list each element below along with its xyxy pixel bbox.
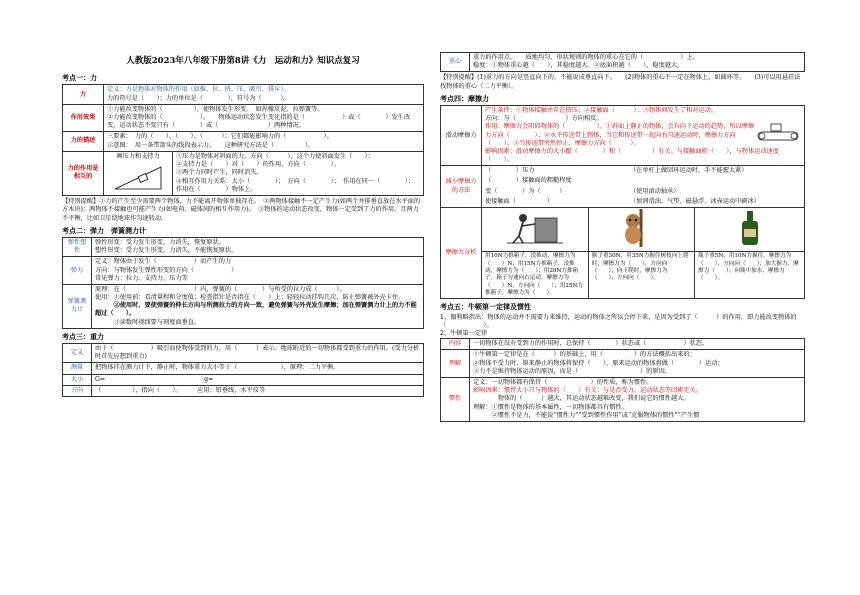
table-row xyxy=(441,350,805,378)
diagram-method: 示意图： 用一条带箭头的线段表示力。 这种研究方法是（ ）。 xyxy=(107,141,315,149)
row-label: 内容 xyxy=(441,339,470,350)
left-column xyxy=(62,0,424,397)
row-label: 重心 xyxy=(441,53,470,72)
table-row xyxy=(63,151,424,195)
row-label: 方向 xyxy=(63,385,92,396)
row-label: 力的描述 xyxy=(63,132,104,151)
table-row xyxy=(63,284,424,328)
incline-block-icon xyxy=(113,161,163,191)
gravity-table xyxy=(62,343,424,397)
bottle-analysis: 瓶子重5N，用10N力握住，摩擦力为（ ），方向向（ ）；加大握力，摩擦力（ ）；向瓶中加水，摩擦力（ ）。 xyxy=(695,252,805,299)
center-line: 重力的作用点。 质地均匀、形状规则的物体的重心在它的（ ）上。 xyxy=(473,54,699,61)
force-table xyxy=(62,84,424,196)
row-label: 力的作用是相互的 xyxy=(63,151,104,195)
effect-line: ②力能改变物体的（ ）。 物体运动状态发生变化指的是（ ）或（ ）发生改变，运动状态不变只有（ ）或（ ）两种情况。 xyxy=(107,114,411,130)
force-definition: 定义：力是物体对物体的作用（如推、拉、挤、压、吸引、排斥）。 xyxy=(107,86,290,94)
plastic-line: 塑性形变：受力发生形变，力消失，不能恢复原状。 xyxy=(95,247,238,255)
row-label: 弹性塑性 xyxy=(63,237,92,256)
table-row xyxy=(63,363,424,374)
friction-factors: 影响因素：滑动摩擦力的大小跟（ ）和（ ）有关。与接触面积（ ），与物体运动速度（ ）。 xyxy=(485,147,779,164)
inertia-line: ②惯性不是力，不能说“惯性力”“受到惯性作用”或“克服物体的惯性”“产生惯 xyxy=(473,411,700,419)
list-item: 使接触面（ ） （加润滑油、气垫、磁悬浮、冰壶运动中刷冰） xyxy=(485,197,760,205)
table-row xyxy=(63,104,424,132)
newton-content: 一切物体在没有受到力的作用时，总保持（ ）状态或（ ）状态。 xyxy=(470,339,805,350)
galileo-line: 1、伽利略指出：物体的运动并不需要力来维持，运动的物体之所以会停下来，是因为受到了（ ）的作用，即力能改变物体的（ ）。 xyxy=(440,313,797,329)
section-5-head: 考点五：牛顿第一定律及惯性 xyxy=(440,302,531,312)
row-label: 作用效果 xyxy=(63,104,104,132)
mutual-line: ④相互作用力关系：大小（ ）； 方向（ ）； 作用在同一（ ）； 作用在（ ）物体上。 xyxy=(176,177,418,193)
section-2-head: 考点二：弹力 弹簧测力计 xyxy=(62,225,146,235)
newton-heading: 2、牛顿第一定律 xyxy=(440,330,488,338)
row-label: 测量 xyxy=(63,363,92,374)
elastic-line: 弹性形变：受力发生形变，力消失，恢复原状。 xyxy=(95,238,225,246)
elastic-force-line: 常见弹力：拉力、支持力、压力等 xyxy=(95,274,188,282)
spring-scale-line: 使用：①使用前：看清量程和分度值；检查指针是否指在（ ）上；轻轻拉动挂钩几次，防止弹簧被外壳卡住。 xyxy=(95,294,405,302)
page-title: 人教版2023年八年级下册第8讲《力 运动和力》知识点复习 xyxy=(126,56,360,66)
row-label: 惯性 xyxy=(441,378,470,422)
friction-direction: 方向：与（ ）方向相反。 xyxy=(485,115,603,123)
gravity-definition: 由于（ ）吸引而使物体受到的力，用（ ）表示。地球附近的一切物体都受到重力的作用。(受力分析时首先应想到重力) xyxy=(92,344,424,363)
table-row xyxy=(63,385,424,396)
newton-understand: ②物体不受力时，原来静止的物体将保持（ ），原来运动的物体将做（ ）运动； xyxy=(473,359,724,367)
push-box-icon xyxy=(505,210,565,246)
pic-caption: 画压力和支持力 xyxy=(116,152,160,160)
gravity-measure: 把物体挂在测力计下，静止时，物体重力大小等于（ ），原理：二力平衡。 xyxy=(92,363,424,374)
row-label: 力 xyxy=(63,85,104,104)
friction-table xyxy=(440,105,805,300)
bottle-icon xyxy=(730,209,770,247)
row-label: 大小 xyxy=(63,374,92,385)
table-row xyxy=(441,208,805,299)
gravity-direction: （ ），指向（ ）。 应用：铅垂线、水平仪等 xyxy=(92,385,424,396)
friction-condition: 产生条件：①物体接触并存在挤压；②接触面（ ）；③物体间发生了相对运动。 xyxy=(485,106,718,114)
table-row xyxy=(441,339,805,350)
list-item: （ ）接触面的粗糙程度 xyxy=(485,177,572,185)
table-row xyxy=(441,378,805,422)
mutual-line: ①压力是物体对斜面的力，方向（ ），这个力使斜面发生（ ）； xyxy=(176,152,374,160)
three-elements: 三要素： 力的（ ）、（ ）、（ ）；它们都能影响力的（ ）。 xyxy=(107,133,333,141)
table-row xyxy=(63,85,424,104)
special-note-2: 【特别提醒】(1)重力的方向是竖直向下的，不能说成垂直向下。 (2)物体的重心不一定在物体上，如圆环等。 (3)可以用悬挂法找物体的重心（二力平衡）。 xyxy=(440,74,801,90)
conveyor-belt-icon xyxy=(755,123,801,145)
force-symbol: 力的符号是（ ）；力的单位是（ ），符号为（ ）。 xyxy=(107,94,290,102)
table-row xyxy=(63,237,424,256)
row-label: 理解 xyxy=(441,350,470,378)
center-gravity-table xyxy=(440,52,805,72)
newton-understand: ③力不是维持物体运动的原因，而是（ ）的原因。 xyxy=(473,367,671,375)
row-label: 减小摩擦力的方法 xyxy=(441,166,482,208)
newton-table xyxy=(440,338,805,422)
friction-effect: 作用：摩擦力会阻碍物体的（ ）。①斜面上静止的物体，会有向下运动的趋势，所以摩擦力方向（ ）；②水平传送带上物体，当它和传送带一起向右匀速运动时，摩擦力方向（ ）；③当传送带突然停止，摩擦力方向（ ）。 xyxy=(485,123,755,147)
row-label: 弹簧测力计 xyxy=(63,284,92,328)
spring-scale-line: ③读数时视线要与刻度面垂直。 xyxy=(95,318,201,326)
mutual-line: ②支持力是（ ）对（ ）的作用，方向（ ）。 xyxy=(176,161,340,169)
box-analysis: 用10N力推箱子，没推动，摩擦力为（ ）N；用15N力推箱子，没推动，摩擦力为（ ）；用20N力推箱子，箱子匀速向右运动，摩擦力为（ ）N，方向向（ ）；用25N力推箱子，摩擦力为（ ）。 xyxy=(482,252,588,299)
table-row xyxy=(63,374,424,385)
row-label: 摩擦力分析 xyxy=(441,208,482,299)
gravity-size: G= g= xyxy=(92,374,424,385)
inertia-line: 影响因素：惯性大小只与物体的（ ）有关；与是否受力、运动状态等因素无关。 xyxy=(473,387,702,395)
stability-line: 稳度：①物体重心越（ ），其稳度越大。②底面积越（ ），稳度越大。 xyxy=(473,62,684,70)
elastic-table xyxy=(62,237,424,329)
table-row xyxy=(441,166,805,208)
section-3-head: 考点三：重力 xyxy=(62,331,104,341)
row-label: 滑动摩擦力 xyxy=(441,105,482,165)
row-label: 定义 xyxy=(63,344,92,363)
inertia-line: 理解：①惯性是物体的基本属性，一切物体都具有惯性。 xyxy=(473,403,628,411)
spring-scale-line: ②使用时，要使弹簧的伸长方向与所测拉力的方向一致，避免弹簧与外壳发生摩擦；加在弹簧测力计上的力不能超过（ ）。 xyxy=(95,302,417,318)
section-4-head: 考点四：摩擦力 xyxy=(440,93,489,103)
inertia-line: 物体的（ ）越大，其运动状态越难改变，我们说它的惯性越大。 xyxy=(473,395,690,403)
section-1-head: 考点一：力 xyxy=(62,73,97,83)
list-item: 变（ ）为（ ） （使用滚动轴承） xyxy=(485,187,680,195)
table-row xyxy=(63,132,424,151)
table-row xyxy=(63,257,424,285)
list-item: （ ）压力 （在单杠上做回环运动时，手不能握太紧） xyxy=(485,167,748,175)
newton-understand: ①牛顿第一定律是在（ ）的基础上，用（ ）的方法概括出来的； xyxy=(473,351,696,359)
row-label: 弹力 xyxy=(63,257,92,285)
inertia-line: 定义：一切物体都有保持（ ）的性质，称为惯性。 xyxy=(473,379,653,387)
table-row xyxy=(441,53,805,72)
effect-line: ①力能改变物体的（ ），使物体发生形变。 如捏橡皮泥、拉弹簧等。 xyxy=(107,105,324,113)
right-column xyxy=(440,52,805,422)
special-note-1: 【特别提醒】①力的产生至少需要两个物体，力不能离开物体单独存在。 ②两物体接触不一定产生力(如两个并排垂直放在水平面的方木块)；两物体不接触也可能产生力(如电荷、磁体间的相互作用力)。 ③物体的运动状态改变，物体一定受到了力的作用，且两力不平衡，比如卫星绕地球作匀速转动。 xyxy=(62,198,421,222)
monkey-icon xyxy=(613,209,669,247)
elastic-force-line: 方向：与物体发生弹性形变的方向（ ） xyxy=(95,266,238,274)
spring-scale-line: 原理：在（ ）内，弹簧的（ ）与所受的拉力成（ ）。 xyxy=(95,285,346,293)
table-row xyxy=(441,105,805,165)
monkey-analysis: 猴子重30N，用35N力握住树枝向上爬时，摩擦力为（ ），方向向（ ）；向下爬时，摩擦力为（ ），方向向（ ）。 xyxy=(588,252,694,299)
table-row xyxy=(63,344,424,363)
elastic-force-line: 定义：物体由于发生（ ）而产生的力 xyxy=(95,258,232,266)
mutual-line: ③两个力同时产生，同时消失。 xyxy=(176,169,263,177)
